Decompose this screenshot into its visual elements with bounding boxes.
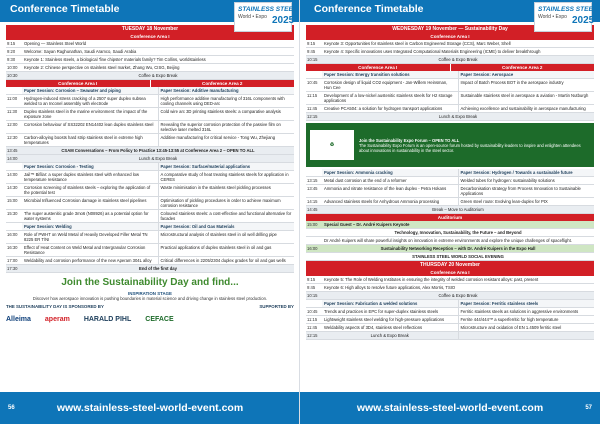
- sustainability-expo-banner: [306, 123, 594, 167]
- table-row: 9:45 Keynote 4: Specific innovations uses Integrated Computational Materials Engineering (ICME) to deliver breakthrough: [306, 48, 594, 56]
- table-row: 9:20 Welcome: Sayan Raghunathan, Saudi Aramco, Saudi Arabia: [6, 48, 294, 56]
- banner-title: Join the Sustainability Expo Forum – OPEN TO ALL: [359, 137, 460, 143]
- page-number: 56: [8, 405, 15, 411]
- right-expo-logo: STAINLESS STEEL World • Expo 2025: [534, 2, 592, 32]
- table-row: 9:15 Keynote 3: Opportunities for stainless steel in Carbon Engineered Storage (CCS), Marc Weber, Shell: [306, 40, 594, 48]
- sponsor-logo-alleima: Alleima: [6, 315, 31, 323]
- panel-row: 13:45 CSAM Conversations – From Policy to Practice 13:45-13:55 at Conference Area 2 – OPEN TO ALL: [6, 147, 294, 155]
- table-row: 11:45 Creative PCA504: a solution for hydrogen transport applications Achieving excellence and sustainability in aerospace manufacturing: [306, 105, 594, 113]
- session-row: Paper Session: Corrosion - Testing Paper Session: Surface/material applications: [6, 163, 294, 171]
- table-row: 15:30 The super austenitic grade 3mo6 (N08926) as a potential option for water systems Coloured stainless steels: a cost-effective and functional alternative for facades: [6, 210, 294, 223]
- sponsor-logo-ceface: CEFACE: [145, 315, 174, 323]
- sponsor-logos: [6, 312, 294, 326]
- sustainability-teaser: [6, 277, 294, 301]
- page-number: 57: [585, 405, 592, 411]
- table-row: 13:15 Metal dust corrosion at the end of a reformer Welded tubes for hydrogen: sustainability solutions: [306, 177, 594, 185]
- table-row: 11:15 Lightweight stainless steel welding for high-pressure applications Ferrite 444/444™ a superferritic for high temperature: [306, 316, 594, 324]
- break-row: 10:30 Coffee & Expo Break: [6, 72, 294, 80]
- table-row: 9:45 Keynote 6: High alloys to resolve future applications, Alex Morris, TSIO: [306, 284, 594, 292]
- session-row: Paper Session: Energy transition solutions Paper Session: Aerospace: [306, 71, 594, 79]
- social-evening-row: STAINLESS STEEL WORLD SOCIAL EVENING: [306, 253, 594, 261]
- table-row: 17:00 Weldability and corrosion performance of the new Aperam 304L alloy Critical differences in 2205/2304 duplex grades for oil and gas wells: [6, 257, 294, 265]
- day-heading-wednesday: WEDNESDAY 19 November — Sustainability Day: [306, 25, 594, 33]
- session-row: Paper Session: Fabrication & welded solutions Paper Session: Ferritic stainless steels: [306, 300, 594, 308]
- session-row: Paper Session: Welding Paper Session: Oil and Gas Materials: [6, 223, 294, 231]
- left-page-title: Conference Timetable: [10, 3, 120, 15]
- auditorium-heading: Auditorium: [306, 214, 594, 221]
- table-row: 13:45 Ammonia and nitrate resistance of the lean duplex - Petra Hokans Decarbonisation strategy from Process Innovation to Sustainable Applications: [306, 185, 594, 198]
- room-split-heading: Conference Area I Conference Area 2: [6, 80, 294, 87]
- table-row: 10:45 Trends and practices in EPC for super-duplex stainless steels Ferritic stainless steels as solutions in aggressive environments: [306, 308, 594, 316]
- break-row: 10:15 Coffee & Expo Break: [306, 292, 594, 300]
- table-row: 16:30 Effect of Heat Content on Weld Metal and Intergranular Corrosion Resistance Practical applications of duplex stainless steel in oil and gas: [6, 244, 294, 257]
- session-row: Paper Session: Ammonia cracking Paper Session: Hydrogen / Towards a sustainable future: [306, 169, 594, 177]
- table-row: 14:00 Jail™ Bifilar: a super duplex stainless steel with enhanced low temperature resistance A comparative study of heat treating stainless steels for application in CERES: [6, 171, 294, 184]
- room-heading: Conference Area I: [306, 269, 594, 276]
- keynote-desc-row: Dr André Kuipers will share powerful insights on innovation in extreme environments and explore the unique challenges of spaceflight.: [306, 237, 594, 245]
- session-row: Paper Session: Corrosion – Seawater and piping Paper Session: Additive manufacturing: [6, 87, 294, 95]
- right-page-title: Conference Timetable: [314, 3, 424, 15]
- sponsor-logo-aperam: aperam: [44, 315, 70, 323]
- room-heading: Conference Area I: [6, 33, 294, 40]
- break-row: 14:00 Lunch & Expo Break: [6, 155, 294, 163]
- banner-text: The Sustainability Expo Forum is an open-source forum hosted by sustainability leaders to inspire and enlighten attendees about innovations in sustainability in the steel sector.: [359, 142, 581, 153]
- table-row: 9:15 Opening — Stainless Steel World: [6, 40, 294, 48]
- table-row: 9:30 Keynote 1: Stainless steels, a biological 'fine chipster' materials family? Tim Collins, worldstainless: [6, 56, 294, 64]
- sponsor-labels: THE SUSTAINABILITY DAY IS SPONSORED BY SUPPORTED BY: [6, 304, 294, 309]
- right-page: [300, 0, 600, 424]
- table-row: 10:00 Keynote 2: Chinese perspective on stainless steel market, Zhang Wu, CISG, Beijing: [6, 64, 294, 72]
- keynote-row: 15:00 Special Guest – Dr. André Kuipers Keynote: [306, 221, 594, 229]
- table-row: 9:15 Keynote 5: The Role of Welding Institutes in ensuring the integrity of welded corrosion resistant alloys: past, present: [306, 276, 594, 284]
- table-row: 11:45 Weldability aspects of 3D4, stainless steel reflections Microstructure and oxidation of EN 1.4509 ferritic steel: [306, 324, 594, 332]
- right-timetable: [306, 25, 594, 340]
- break-row: 12:15 Lunch & Expo Break: [306, 113, 594, 121]
- table-row: 10:45 Corrosion design of liquid CO2 equipment - Jan-Willem Heinsman, Hun Cee Impact of Batch Process BOT in the aerospace industry: [306, 79, 594, 92]
- room-heading: Conference Area I: [306, 33, 594, 40]
- table-row: 16:00 Role of PWHT on Weld Metal of Heavily Developed Filler Metal TN 8225 ER T/NI Microstructural analysis of stainless steel in oil well drilling pipe: [6, 231, 294, 244]
- table-row: 12:00 Corrosion behaviour of SS32202 EN14402 lean duplex stainless steel Revealing the superior corrosion protection of the passive film on selective laser melted 316L: [6, 121, 294, 134]
- footer-url[interactable]: www.stainless-steel-world-event.com: [356, 402, 544, 414]
- teaser-text: Discover how aerospace innovation is pushing boundaries in material science and driving change in stainless steel production.: [32, 296, 268, 301]
- table-row: 11:00 Hydrogen-induced stress cracking of a 2507 super duplex subsea welded to an Inconel assembly with electrode High performance additive manufacturing of 316L components with cooling channels using DED-arc: [6, 95, 294, 108]
- footer-url[interactable]: www.stainless-steel-world-event.com: [56, 402, 244, 414]
- table-row: 15:00 Microbial Influenced Corrosion damage in stainless steel pipelines Optimisation of pickling procedures in order to achieve maximum corrosion resistance: [6, 197, 294, 210]
- table-row: 11:30 Duplex stainless steel in the marine environment: the impact of the exposure zone Cold wire arc 3D printing stainless steels: a comparative analysis: [6, 108, 294, 121]
- left-expo-logo: STAINLESS STEEL World • Expo 2025: [234, 2, 292, 32]
- room-split-heading: Conference Area I Conference Area 2: [306, 64, 594, 71]
- sponsor-logo-harald-pihl: HARALD PIHL: [83, 315, 132, 323]
- break-row: 12:15 Lunch & Expo Break: [306, 332, 594, 340]
- keynote-subtitle-row: Technology, Innovation, Sustainability, the Future – and Beyond: [306, 229, 594, 237]
- table-row: 14:15 Advanced stainless steels for Anhydrous Ammonia processing Green steel route: Evolving lean-duplex for PtX: [306, 198, 594, 206]
- end-row: 17:30 End of the first day: [6, 265, 294, 273]
- sustainability-logo: ♻: [310, 130, 354, 160]
- teaser-heading: Join the Sustainability Day and find...: [61, 277, 239, 288]
- reception-row: 16:00 Sustainability Networking Reception – with Dr. André Kuipers in the Expo Hall: [306, 245, 594, 253]
- left-footer: [0, 392, 300, 424]
- table-row: 12:30 Carbon-alloying boosts hard strip stainless steel in extreme high temperatures Additive manufacturing for critical service - Tong Wu, Zhejiang: [6, 134, 294, 147]
- right-footer: [300, 392, 600, 424]
- day-heading-thursday: THURSDAY 20 November: [306, 261, 594, 269]
- break-row: 10:15 Coffee & Expo Break: [306, 56, 594, 64]
- day-heading-tuesday: TUESDAY 18 November: [6, 25, 294, 33]
- teaser-subheading: INSPIRATION STAGE: [128, 291, 172, 296]
- left-timetable: [6, 25, 294, 326]
- break-row: 14:45 Break – Move to Auditorium: [306, 206, 594, 214]
- table-row: 14:30 Corrosion screening of stainless steels – exploring the application of the potential test Waste minimisation in the stainless steel pickling processes: [6, 184, 294, 197]
- table-row: 11:15 Development of a low-nickel austenitic stainless steels for H2 storage applications Sustainable stainless steel in aerospace & aviation - Martin Nutburgh: [306, 92, 594, 105]
